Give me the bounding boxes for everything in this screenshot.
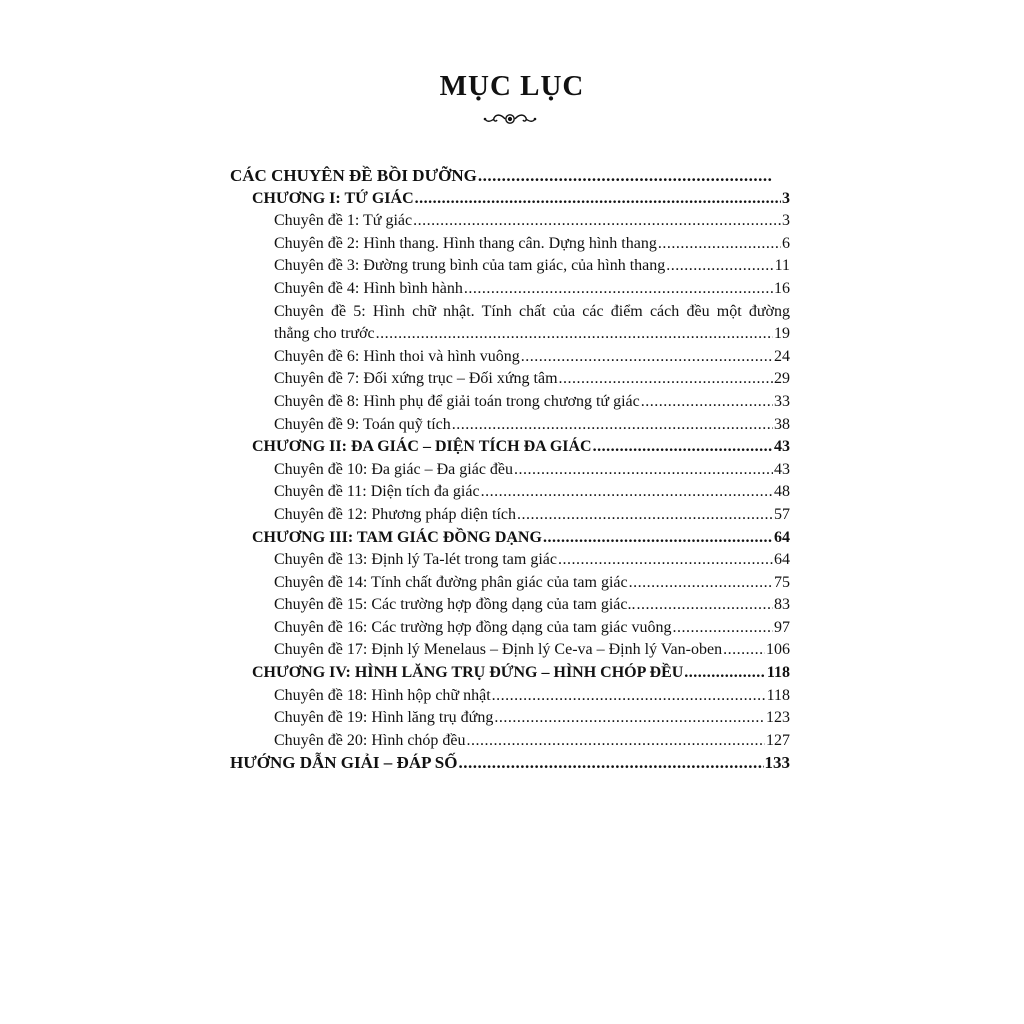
dot-leader xyxy=(452,414,773,437)
dot-leader xyxy=(517,504,773,527)
toc-entry[interactable] xyxy=(230,639,790,662)
toc-entry[interactable] xyxy=(230,414,790,437)
toc-page-number: 19 xyxy=(774,325,790,343)
toc-page-number: 48 xyxy=(774,483,790,501)
toc-entry[interactable] xyxy=(230,685,790,708)
toc-entry-title: Chuyên đề 6: Hình thoi và hình vuông xyxy=(274,347,520,365)
dot-leader xyxy=(415,188,781,211)
toc-entry[interactable] xyxy=(230,346,790,369)
toc-entry-title: Chuyên đề 13: Định lý Ta-lét trong tam giác xyxy=(274,551,557,569)
dot-leader xyxy=(376,323,773,346)
toc-page-number: 118 xyxy=(766,686,790,704)
toc-entry-title: Chuyên đề 12: Phương pháp diện tích xyxy=(274,505,516,523)
toc-entry-title: Chuyên đề 10: Đa giác – Đa giác đều xyxy=(274,460,514,478)
toc-page-number: 29 xyxy=(774,370,790,388)
toc-page-number: 38 xyxy=(774,415,790,433)
toc-entry-title: Chuyên đề 19: Hình lăng trụ đứng xyxy=(274,709,494,727)
toc-page-number: 11 xyxy=(774,257,790,275)
dot-leader xyxy=(593,436,773,459)
toc-page-number: 3 xyxy=(782,212,790,230)
toc-entry-title: Chuyên đề 5: Hình chữ nhật. Tính chất của các điểm cách đều một đường xyxy=(274,302,790,320)
toc-heading[interactable] xyxy=(230,527,790,550)
toc-entry[interactable] xyxy=(230,391,790,414)
toc-page-number: 106 xyxy=(766,641,790,659)
toc-entry[interactable] xyxy=(230,549,790,572)
toc-heading[interactable] xyxy=(230,752,790,775)
toc-entry-title: Chuyên đề 7: Đối xứng trục – Đối xứng tâm xyxy=(274,370,558,388)
toc-page-number: 3 xyxy=(782,189,790,207)
dot-leader xyxy=(641,391,773,414)
dot-leader xyxy=(558,549,773,572)
toc-entry-title: Chuyên đề 15: Các trường hợp đồng dạng của tam giác.. xyxy=(274,596,636,614)
toc-entry-title: Chuyên đề 4: Hình bình hành xyxy=(274,279,463,297)
toc-page-number: 64 xyxy=(774,528,790,546)
toc-entry-title: CHƯƠNG II: ĐA GIÁC – DIỆN TÍCH ĐA GIÁC xyxy=(252,438,592,456)
dot-leader xyxy=(514,459,773,482)
toc-heading[interactable] xyxy=(230,436,790,459)
toc-page-number: 43 xyxy=(774,438,790,456)
toc-entry[interactable] xyxy=(230,481,790,504)
table-of-contents xyxy=(230,165,790,775)
toc-page-number: 75 xyxy=(774,573,790,591)
toc-heading[interactable] xyxy=(230,165,790,188)
dot-leader xyxy=(494,707,765,730)
toc-page-number: 6 xyxy=(782,234,790,252)
toc-entry[interactable] xyxy=(230,572,790,595)
toc-entry-title: CHƯƠNG IV: HÌNH LĂNG TRỤ ĐỨNG – HÌNH CHÓP ĐỀU xyxy=(252,664,684,682)
toc-entry-title: CHƯƠNG I: TỨ GIÁC xyxy=(252,189,414,207)
toc-entry[interactable] xyxy=(230,617,790,640)
dot-leader xyxy=(629,572,773,595)
toc-entry[interactable] xyxy=(230,504,790,527)
toc-page-number: 16 xyxy=(774,279,790,297)
toc-entry-title: Chuyên đề 3: Đường trung bình của tam giác, của hình thang xyxy=(274,257,666,275)
dot-leader xyxy=(637,594,773,617)
toc-entry-title: Chuyên đề 17: Định lý Menelaus – Định lý Ce-va – Định lý Van-oben xyxy=(274,641,723,659)
toc-entry-title: Chuyên đề 16: Các trường hợp đồng dạng của tam giác vuông xyxy=(274,618,672,636)
toc-entry-title: Chuyên đề 8: Hình phụ để giải toán trong chương tứ giác xyxy=(274,392,640,410)
toc-page-number: 24 xyxy=(774,347,790,365)
dot-leader xyxy=(492,685,766,708)
toc-heading[interactable] xyxy=(230,188,790,211)
toc-entry-title: Chuyên đề 11: Diện tích đa giác xyxy=(274,483,480,501)
toc-entry[interactable] xyxy=(230,594,790,617)
dot-leader xyxy=(481,481,773,504)
toc-page-number: 43 xyxy=(774,460,790,478)
dot-leader xyxy=(521,346,773,369)
toc-entry[interactable] xyxy=(230,301,790,346)
toc-entry-title: HƯỚNG DẪN GIẢI – ĐÁP SỐ xyxy=(230,753,458,773)
toc-entry-title: Chuyên đề 18: Hình hộp chữ nhật xyxy=(274,686,491,704)
dot-leader xyxy=(467,730,765,753)
decorative-flourish-icon xyxy=(482,111,538,127)
toc-entry-title: Chuyên đề 9: Toán quỹ tích xyxy=(274,415,451,433)
toc-entry-title: CHƯƠNG III: TAM GIÁC ĐỒNG DẠNG xyxy=(252,528,542,546)
toc-page-number: 127 xyxy=(766,731,790,749)
dot-leader xyxy=(478,165,773,188)
dot-leader xyxy=(673,617,773,640)
toc-page-number: 64 xyxy=(774,551,790,569)
dot-leader xyxy=(666,255,773,278)
toc-entry[interactable] xyxy=(230,707,790,730)
toc-entry[interactable] xyxy=(230,368,790,391)
toc-entry-title: Chuyên đề 1: Tứ giác xyxy=(274,212,413,230)
toc-entry[interactable] xyxy=(230,730,790,753)
toc-entry[interactable] xyxy=(230,233,790,256)
toc-page-number: 97 xyxy=(774,618,790,636)
toc-entry-title: Chuyên đề 20: Hình chóp đều xyxy=(274,731,466,749)
toc-entry-title-cont: thẳng cho trước xyxy=(274,325,375,343)
toc-page-number: 133 xyxy=(764,753,790,773)
dot-leader xyxy=(458,752,763,775)
dot-leader xyxy=(413,210,781,233)
toc-heading[interactable] xyxy=(230,662,790,685)
dot-leader xyxy=(543,527,773,550)
dot-leader xyxy=(559,368,773,391)
toc-entry[interactable] xyxy=(230,210,790,233)
toc-page-number: 83 xyxy=(774,596,790,614)
dot-leader xyxy=(723,639,765,662)
toc-entry[interactable] xyxy=(230,278,790,301)
toc-page-number: 123 xyxy=(766,709,790,727)
toc-entry[interactable] xyxy=(230,255,790,278)
toc-entry-title: CÁC CHUYÊN ĐỀ BỒI DƯỠNG xyxy=(230,166,477,185)
dot-leader xyxy=(464,278,773,301)
dot-leader xyxy=(684,662,766,685)
toc-page-number: 33 xyxy=(774,392,790,410)
toc-page-number: 118 xyxy=(766,664,790,682)
dot-leader xyxy=(658,233,781,256)
toc-page-number: 57 xyxy=(774,505,790,523)
toc-entry-title: Chuyên đề 2: Hình thang. Hình thang cân. Dựng hình thang xyxy=(274,234,657,252)
toc-entry-title: Chuyên đề 14: Tính chất đường phân giác của tam giác xyxy=(274,573,628,591)
page-title: MỤC LỤC xyxy=(439,70,585,102)
toc-entry[interactable] xyxy=(230,459,790,482)
